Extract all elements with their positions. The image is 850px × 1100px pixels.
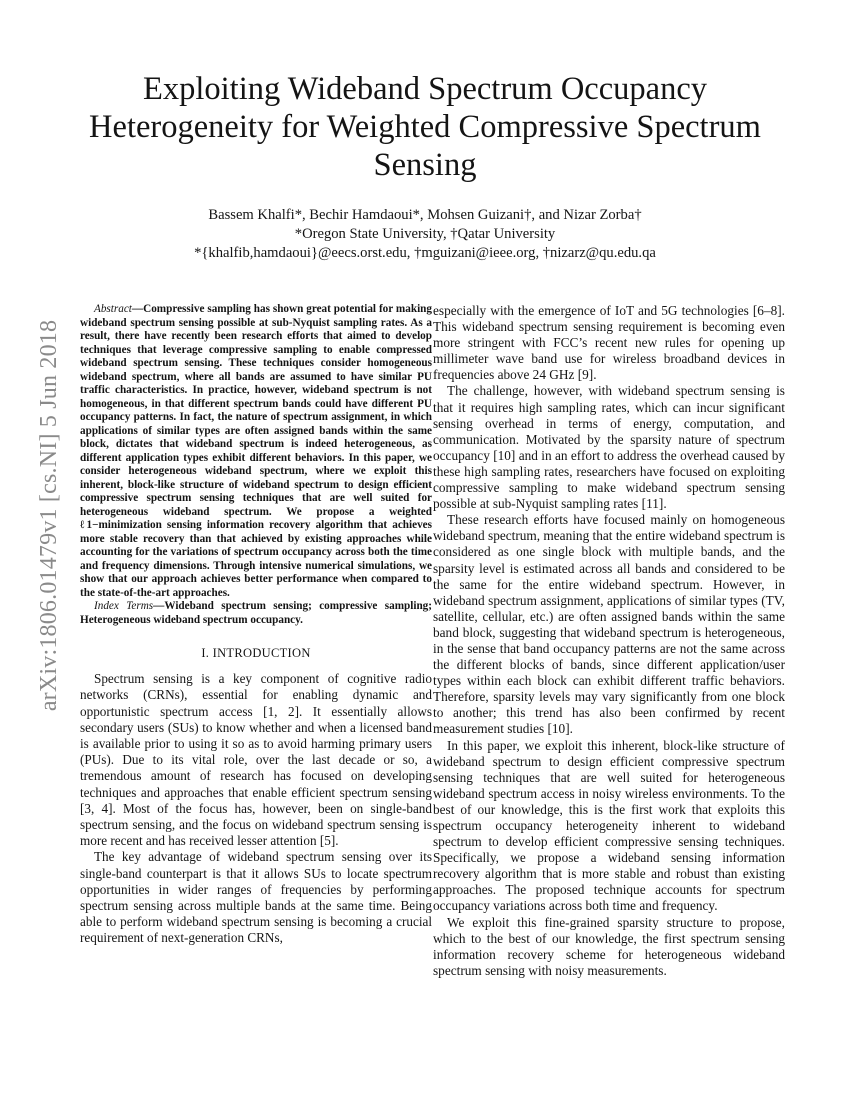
title-line: Exploiting Wideband Spectrum Occupancy [143, 71, 707, 107]
title-line: Sensing [373, 147, 477, 183]
abstract [80, 303, 432, 600]
section-heading: I. INTRODUCTION [201, 646, 311, 660]
paragraph: We exploit this fine-grained sparsity structure to propose, which to the best of our knowledge, the first spectrum sensing information recovery scheme for heterogeneous wideband spectrum sensing with noisy measurements. [433, 914, 785, 978]
right-column [433, 303, 785, 979]
left-column [80, 303, 432, 947]
abstract-text: —Compressive sampling has shown great potential for making wideband spectrum sensing possible at sub-Nyquist sampling rates. As a result, there have recently been research efforts that aimed to develop techniques that leverage compressive sampling to enable compressed wideband spectrum sensing. These techniques consider homogeneous wideband spectrum, where all bands are assumed to have similar PU traffic characteristics. In practice, however, wideband spectrum is not homogeneous, in that different spectrum bands could have different PU occupancy patterns. In fact, the nature of spectrum assignment, in which applications of similar types are often assigned bands within the same block, dictates that wideband spectrum is indeed heterogeneous, as different application types exhibit different behaviors. In this paper, we consider heterogeneous wideband spectrum, where we exploit this inherent, block-like structure of wideband spectrum to design efficient compressive spectrum sensing techniques that are well suited for heterogeneous wideband spectrum. We propose a weighted ℓ1−minimization sensing information recovery algorithm that achieves more stable recovery than that achieved by existing approaches while accounting for the variations of spectrum occupancy across both the time and frequency dimensions. Through intensive numerical simulations, we show that our approach achieves better performance when compared to the state-of-the-art approaches. [80, 303, 432, 599]
index-terms-text: —Wideband spectrum sensing; compressive sampling; Heterogeneous wideband spectrum occupancy. [80, 600, 432, 626]
paragraph: Spectrum sensing is a key component of cognitive radio networks (CRNs), essential for enabling dynamic and opportunistic spectrum access [1, 2]. It essentially allows secondary users (SUs) to know whether and when a licensed band is available prior to using it so as to avoid harming primary users (PUs). Due to its vital role, over the last decade or so, a tremendous amount of research has focused on developing techniques and approaches that enable efficient spectrum sensing [3, 4]. Most of the focus has, however, been on single-band spectrum sensing, and the focus on wideband spectrum sensing is more recent and has received lesser attention [5]. [80, 671, 432, 849]
author-affiliations: *Oregon State University, †Qatar University [294, 226, 556, 242]
author-names: Bassem Khalfi*, Bechir Hamdaoui*, Mohsen Guizani†, and Nizar Zorba† [208, 207, 642, 223]
paragraph: especially with the emergence of IoT and 5G technologies [6–8]. This wideband spectrum sensing requirement is becoming even more stringent with FCC’s recent new rules for opening up millimeter wave band use for wireless broadband devices in frequencies above 24 GHz [9]. [433, 303, 785, 383]
index-terms [80, 600, 432, 627]
index-terms-label: Index Terms [94, 600, 154, 612]
paragraph: The key advantage of wideband spectrum sensing over its single-band counterpart is that it allows SUs to locate spectrum opportunities in wider ranges of frequencies by performing spectrum sensing across multiple bands at the same time. Being able to perform wideband spectrum sensing is becoming a crucial requirement of next-generation CRNs, [80, 849, 432, 946]
paragraph: These research efforts have focused mainly on homogeneous wideband spectrum, meaning that the entire wideband spectrum is considered as one single block with multiple bands, and the sparsity level is estimated across all bands and considered to be the same for the entire wideband spectrum. However, in wideband spectrum assignment, applications of similar types (TV, satellite, cellular, etc.) are often assigned bands within the same band block, suggesting that wideband spectrum is heterogeneous, in the sense that band occupancy patterns are not the same across the different blocks of bands, since different application/user types within each block can exhibit different traffic behaviors. Therefore, sparsity levels may vary significantly from one block to another; this trend has also been confirmed by recent measurement studies [10]. [433, 512, 785, 737]
arxiv-identifier [20, 280, 80, 750]
paper-title [60, 70, 790, 184]
author-emails: *{khalfib,hamdaoui}@eecs.orst.edu, †mguizani@ieee.org, †nizarz@qu.edu.qa [194, 245, 656, 261]
arxiv-identifier-text: arXiv:1806.01479v1 [cs.NI] 5 Jun 2018 [36, 319, 63, 711]
title-line: Heterogeneity for Weighted Compressive Spectrum [89, 109, 761, 145]
paragraph: The challenge, however, with wideband spectrum sensing is that it requires high sampling rates, which can incur significant sensing overhead in terms of energy, computation, and communication. Motivated by the sparsity nature of spectrum occupancy [10] and in an effort to address the overhead caused by these high sampling rates, researchers have focused on exploiting compressive sampling to make wideband spectrum sensing possible at sub-Nyquist sampling rates [11]. [433, 383, 785, 512]
paragraph: In this paper, we exploit this inherent, block-like structure of wideband spectrum to design efficient compressive spectrum sensing techniques that are well suited for heterogeneous wideband spectrum access in noisy wireless environments. To the best of our knowledge, this is the first work that exploits this spectrum occupancy heterogeneity inherent to wideband spectrum to develop efficient compressive sensing techniques. Specifically, we propose a wideband sensing information recovery algorithm that is more stable and robust than existing approaches. The proposed technique accounts for spectrum occupancy variations across both time and frequency. [433, 737, 785, 914]
author-block [60, 206, 790, 263]
abstract-label: Abstract [94, 303, 132, 315]
